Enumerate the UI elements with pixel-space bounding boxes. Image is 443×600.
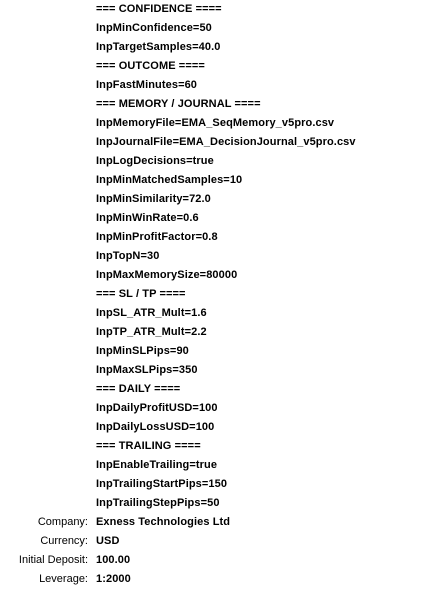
leverage-value: 1:2000 xyxy=(96,573,131,585)
leverage-label: Leverage: xyxy=(39,573,88,585)
param-row xyxy=(0,361,443,380)
param-row xyxy=(0,209,443,228)
param-row xyxy=(0,133,443,152)
param-value: InpMinProfitFactor=0.8 xyxy=(96,231,218,243)
param-value: InpTargetSamples=40.0 xyxy=(96,41,221,53)
param-row xyxy=(0,19,443,38)
param-value: InpEnableTrailing=true xyxy=(96,459,218,471)
param-value: InpMinMatchedSamples=10 xyxy=(96,174,243,186)
param-row xyxy=(0,95,443,114)
param-value: InpFastMinutes=60 xyxy=(96,79,198,91)
param-row xyxy=(0,228,443,247)
currency-label: Currency: xyxy=(40,535,88,547)
param-row xyxy=(0,0,443,19)
param-value: InpTP_ATR_Mult=2.2 xyxy=(96,326,207,338)
leverage-row xyxy=(0,570,443,589)
initial-deposit-row xyxy=(0,551,443,570)
param-value: InpLogDecisions=true xyxy=(96,155,214,167)
param-row xyxy=(0,171,443,190)
param-value: InpMaxSLPips=350 xyxy=(96,364,198,376)
param-row xyxy=(0,456,443,475)
param-row xyxy=(0,76,443,95)
param-row xyxy=(0,57,443,76)
param-value: InpJournalFile=EMA_DecisionJournal_v5pro.csv xyxy=(96,136,356,148)
param-value: InpMinSLPips=90 xyxy=(96,345,189,357)
param-row xyxy=(0,38,443,57)
param-value: InpMemoryFile=EMA_SeqMemory_v5pro.csv xyxy=(96,117,335,129)
initial-deposit-label: Initial Deposit: xyxy=(18,554,88,566)
section-header-outcome: === OUTCOME ==== xyxy=(96,60,205,72)
param-row xyxy=(0,190,443,209)
param-value: InpDailyProfitUSD=100 xyxy=(96,402,218,414)
currency-row xyxy=(0,532,443,551)
param-row xyxy=(0,380,443,399)
param-row xyxy=(0,475,443,494)
param-value: InpMinConfidence=50 xyxy=(96,22,212,34)
param-value: InpTrailingStartPips=150 xyxy=(96,478,228,490)
param-row xyxy=(0,323,443,342)
param-row xyxy=(0,304,443,323)
section-header-confidence: === CONFIDENCE ==== xyxy=(96,3,222,15)
section-header-memory-journal: === MEMORY / JOURNAL ==== xyxy=(96,98,261,110)
param-value: InpDailyLossUSD=100 xyxy=(96,421,215,433)
param-row xyxy=(0,114,443,133)
currency-value: USD xyxy=(96,535,120,547)
param-value: InpTopN=30 xyxy=(96,250,160,262)
param-row xyxy=(0,494,443,513)
param-value: InpTrailingStepPips=50 xyxy=(96,497,220,509)
param-row xyxy=(0,285,443,304)
company-value: Exness Technologies Ltd xyxy=(96,516,231,528)
param-row xyxy=(0,266,443,285)
initial-deposit-value: 100.00 xyxy=(96,554,131,566)
param-value: InpMinWinRate=0.6 xyxy=(96,212,199,224)
section-header-sl-tp: === SL / TP ==== xyxy=(96,288,186,300)
param-row xyxy=(0,247,443,266)
param-value: InpMaxMemorySize=80000 xyxy=(96,269,238,281)
param-row xyxy=(0,399,443,418)
param-row xyxy=(0,418,443,437)
param-value: InpSL_ATR_Mult=1.6 xyxy=(96,307,207,319)
param-row xyxy=(0,437,443,456)
param-row xyxy=(0,342,443,361)
param-row xyxy=(0,152,443,171)
company-row xyxy=(0,513,443,532)
param-value: InpMinSimilarity=72.0 xyxy=(96,193,211,205)
section-header-daily: === DAILY ==== xyxy=(96,383,181,395)
section-header-trailing: === TRAILING ==== xyxy=(96,440,201,452)
company-label: Company: xyxy=(37,516,88,528)
